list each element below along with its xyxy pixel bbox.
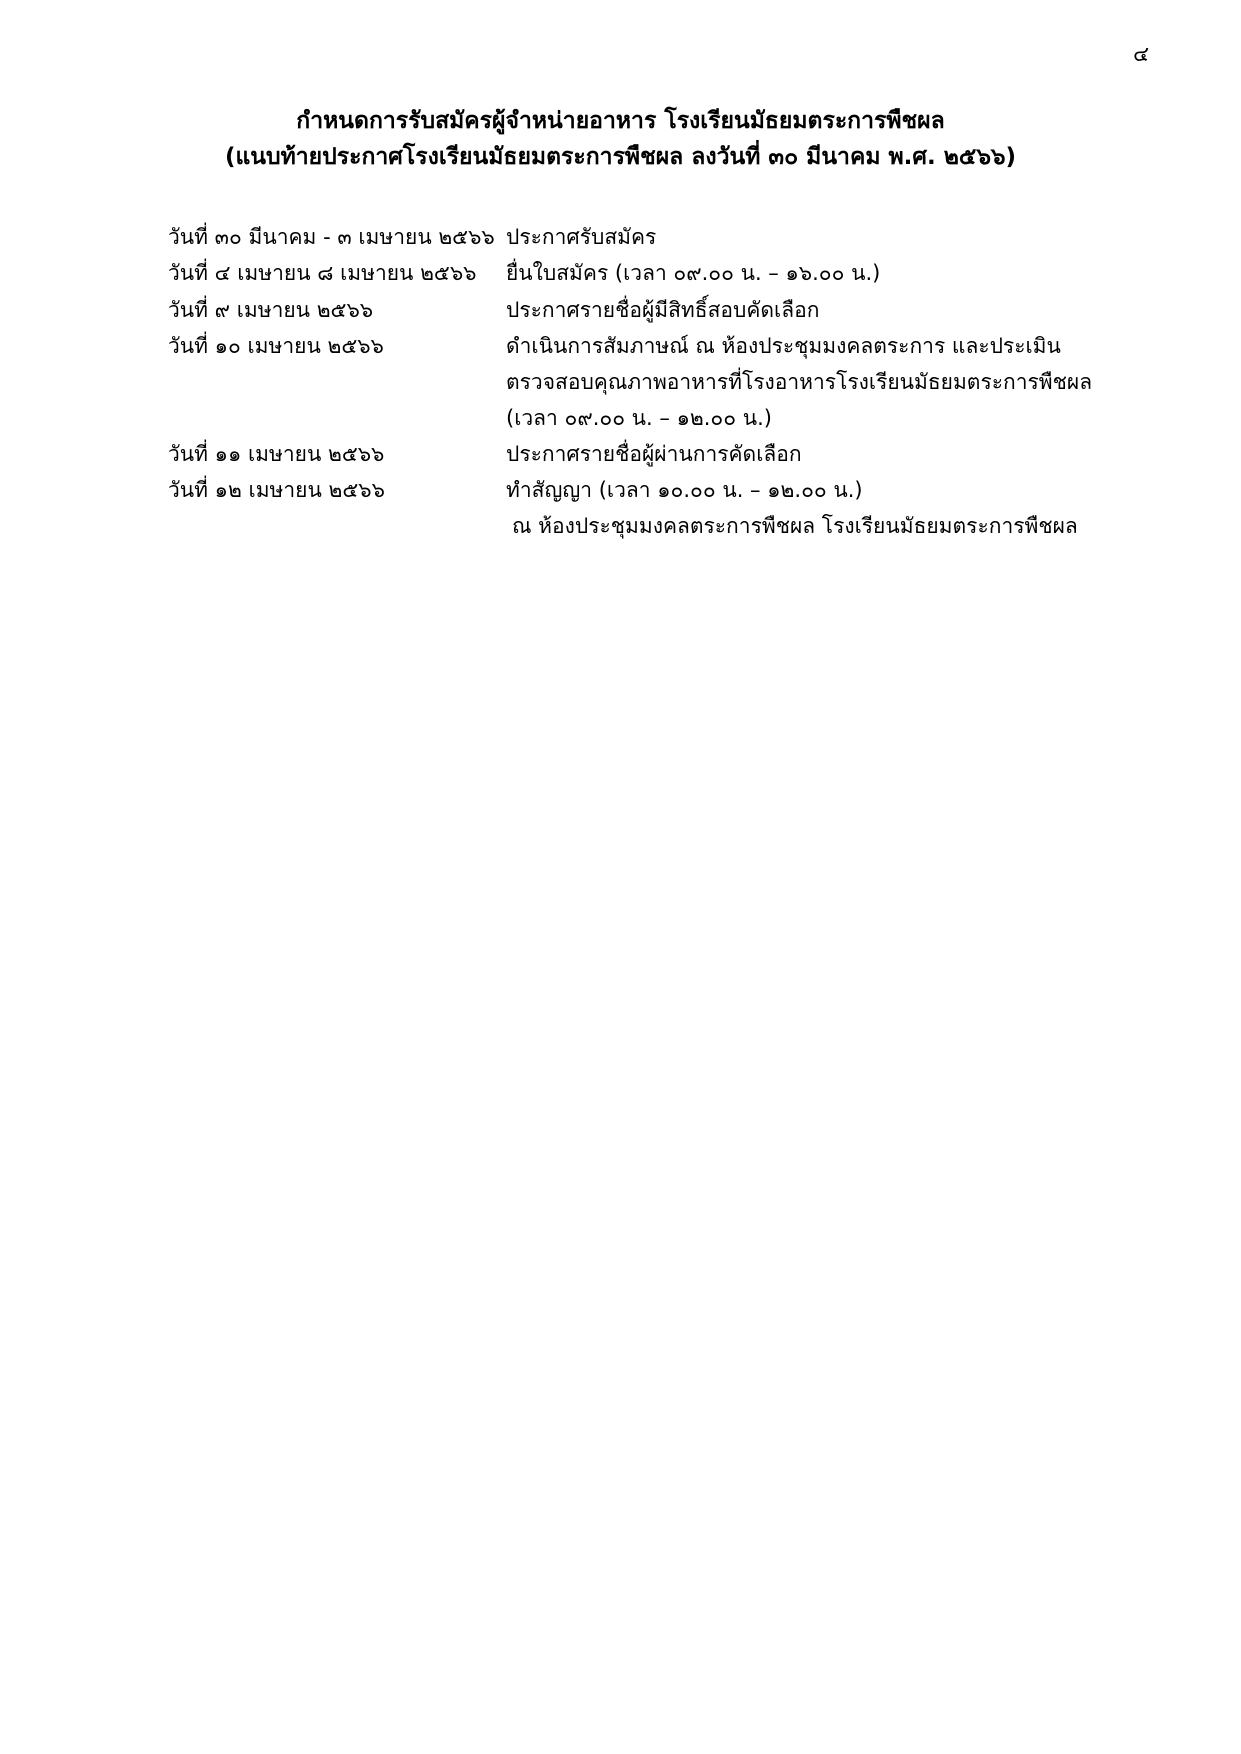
schedule-description: ณ ห้องประชุมมงคลตระการพืชผล โรงเรียนมัธยมตระการพืชผล — [512, 514, 1078, 539]
schedule-row-continuation — [168, 508, 1121, 544]
schedule-description: ดำเนินการสัมภาษณ์ ณ ห้องประชุมมงคลตระการ และประเมิน — [506, 333, 1061, 358]
page-title: กำหนดการรับสมัครผู้จำหน่ายอาหาร โรงเรียนมัธยมตระการพืชผล — [296, 108, 945, 134]
schedule-description: ประกาศรายชื่อผู้ผ่านการคัดเลือก — [506, 441, 802, 466]
schedule-row — [168, 255, 1121, 291]
schedule-date: วันที่ ๙ เมษายน ๒๕๖๖ — [168, 297, 374, 322]
schedule-description: ตรวจสอบคุณภาพอาหารที่โรงอาหารโรงเรียนมัธยมตระการพืชผล — [506, 369, 1093, 394]
page-subtitle: (แนบท้ายประกาศโรงเรียนมัธยมตระการพืชผล ลงวันที่ ๓๐ มีนาคม พ.ศ. ๒๕๖๖) — [224, 143, 1017, 170]
schedule-date: วันที่ ๓๐ มีนาคม - ๓ เมษายน ๒๕๖๖ — [168, 225, 495, 250]
schedule-date: วันที่ ๑๐ เมษายน ๒๕๖๖ — [168, 333, 384, 358]
schedule-description: ประกาศรายชื่อผู้มีสิทธิ์สอบคัดเลือก — [506, 297, 820, 322]
schedule-row — [168, 292, 1121, 328]
schedule-row-continuation — [168, 364, 1121, 400]
schedule-description: (เวลา ๐๙.๐๐ น. – ๑๒.๐๐ น.) — [506, 405, 772, 430]
schedule-date: วันที่ ๔ เมษายน ๘ เมษายน ๒๕๖๖ — [168, 261, 477, 286]
schedule-date: วันที่ ๑๑ เมษายน ๒๕๖๖ — [168, 441, 385, 466]
schedule-row — [168, 472, 1121, 508]
schedule-description: ประกาศรับสมัคร — [506, 225, 657, 250]
schedule-row-continuation — [168, 400, 1121, 436]
page-number: ๔ — [1133, 42, 1149, 66]
schedule-description: ยื่นใบสมัคร (เวลา ๐๙.๐๐ น. – ๑๖.๐๐ น.) — [506, 261, 881, 286]
schedule-date: วันที่ ๑๒ เมษายน ๒๕๖๖ — [168, 478, 385, 503]
schedule-row — [168, 219, 1121, 255]
schedule-row — [168, 328, 1121, 364]
schedule-description: ทำสัญญา (เวลา ๑๐.๐๐ น. – ๑๒.๐๐ น.) — [506, 478, 863, 503]
schedule-list — [0, 219, 1241, 544]
schedule-row — [168, 436, 1121, 472]
